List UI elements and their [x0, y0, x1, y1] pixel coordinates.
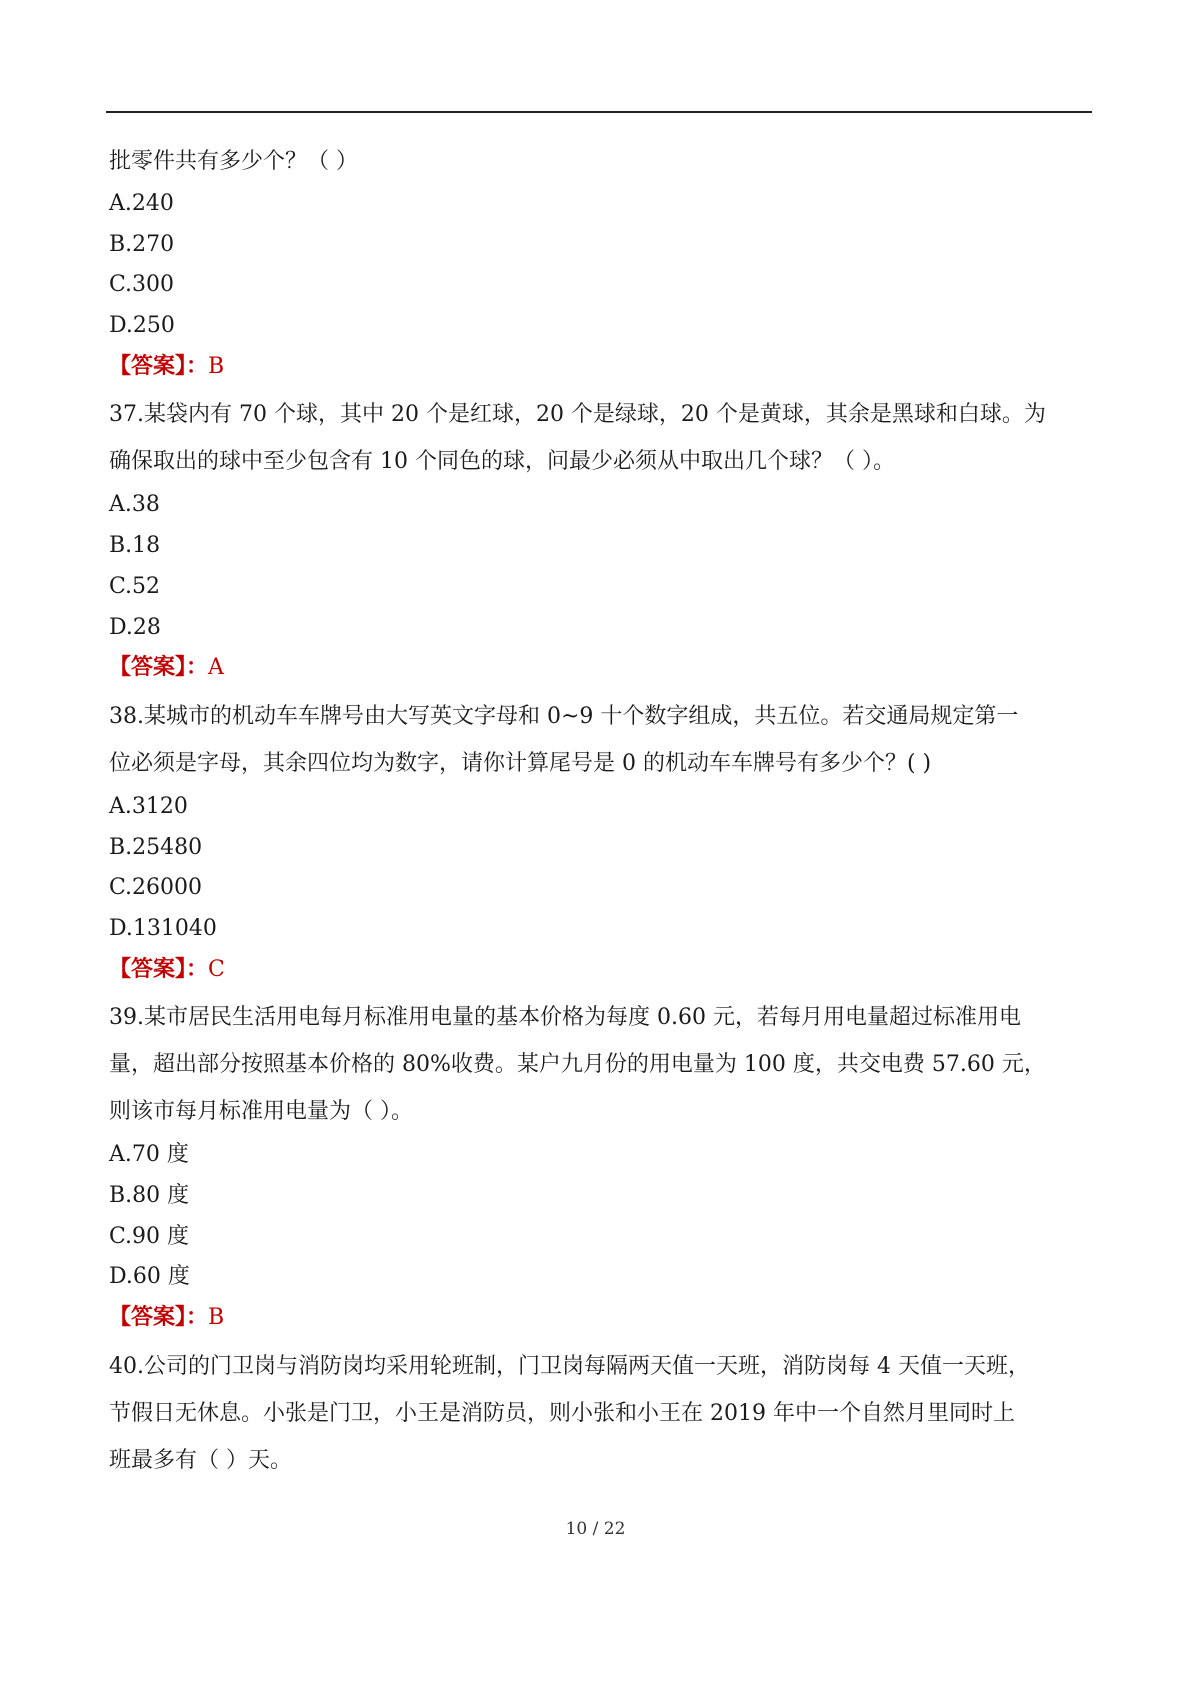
question-fragment: [109, 140, 1089, 387]
question-39: [109, 994, 1089, 1338]
question-37: [109, 391, 1089, 688]
question-stem-line: 节假日无休息。小张是门卫，小王是消防员，则小张和小王在 2019 年中一个自然月里同时上: [109, 1400, 1015, 1426]
question-stem-line: 位必须是字母，其余四位均为数字，请你计算尾号是 0 的机动车车牌号有多少个？( ): [109, 750, 932, 776]
answer-value: C: [208, 956, 225, 982]
question-stem-line: 量，超出部分按照基本价格的 80%收费。某户九月份的用电量为 100 度，共交电费 57.60 元，: [109, 1052, 1046, 1078]
option-d: D.60 度: [109, 1264, 190, 1290]
answer-label: 【答案】：: [109, 353, 209, 379]
option-d: D.28: [109, 614, 161, 640]
option-d: D.250: [109, 313, 175, 339]
option-a: A.3120: [109, 793, 188, 819]
answer-label: 【答案】：: [109, 956, 209, 982]
question-40: [109, 1343, 1089, 1484]
answer-line: [109, 347, 1089, 388]
answer-value: B: [208, 1305, 225, 1331]
page-number: 10 / 22: [565, 1519, 626, 1539]
answer-value: A: [208, 655, 224, 681]
option-b: B.80 度: [109, 1183, 190, 1208]
option-b: B.270: [109, 231, 175, 257]
option-a: A.240: [109, 191, 174, 216]
question-stem: 批零件共有多少个？（ ）: [109, 149, 358, 174]
question-stem-line: 37.某袋内有 70 个球，其中 20 个是红球，20 个是绿球，20 个是黄球，其余是黑球和白球。为: [109, 402, 1046, 428]
answer-label: 【答案】：: [109, 1305, 209, 1331]
answer-value: B: [208, 353, 225, 379]
question-stem-line: 39.某市居民生活用电每月标准用电量的基本价格为每度 0.60 元，若每月用电量超过标准用电: [109, 1005, 1021, 1031]
question-stem-line: 班最多有（ ）天。: [109, 1447, 292, 1473]
question-stem-line: 40.公司的门卫岗与消防岗均采用轮班制，门卫岗每隔两天值一天班，消防岗每 4 天值一天班，: [109, 1353, 1030, 1379]
document-body: [109, 138, 1089, 1484]
option-c: C.26000: [109, 875, 203, 901]
option-c: C.52: [109, 573, 161, 599]
option-c: C.90 度: [109, 1223, 190, 1249]
question-stem-line: 确保取出的球中至少包含有 10 个同色的球，问最少必须从中取出几个球？（ ）。: [109, 449, 895, 475]
question-38: [109, 693, 1089, 990]
question-stem-line: 则该市每月标准用电量为（ ）。: [109, 1099, 413, 1125]
option-a: A.38: [109, 492, 160, 518]
option-c: C.300: [109, 272, 175, 298]
option-b: B.25480: [109, 834, 203, 860]
answer-line: [109, 950, 1089, 991]
option-a: A.70 度: [109, 1142, 189, 1168]
option-b: B.18: [109, 533, 161, 559]
option-d: D.131040: [109, 915, 217, 941]
header-rule: [106, 111, 1092, 113]
question-stem-line: 38.某城市的机动车车牌号由大写英文字母和 0~9 十个数字组成，共五位。若交通局规定第一: [109, 703, 1019, 729]
answer-label: 【答案】：: [109, 655, 209, 681]
answer-line: [109, 1298, 1089, 1339]
answer-line: [109, 648, 1089, 689]
